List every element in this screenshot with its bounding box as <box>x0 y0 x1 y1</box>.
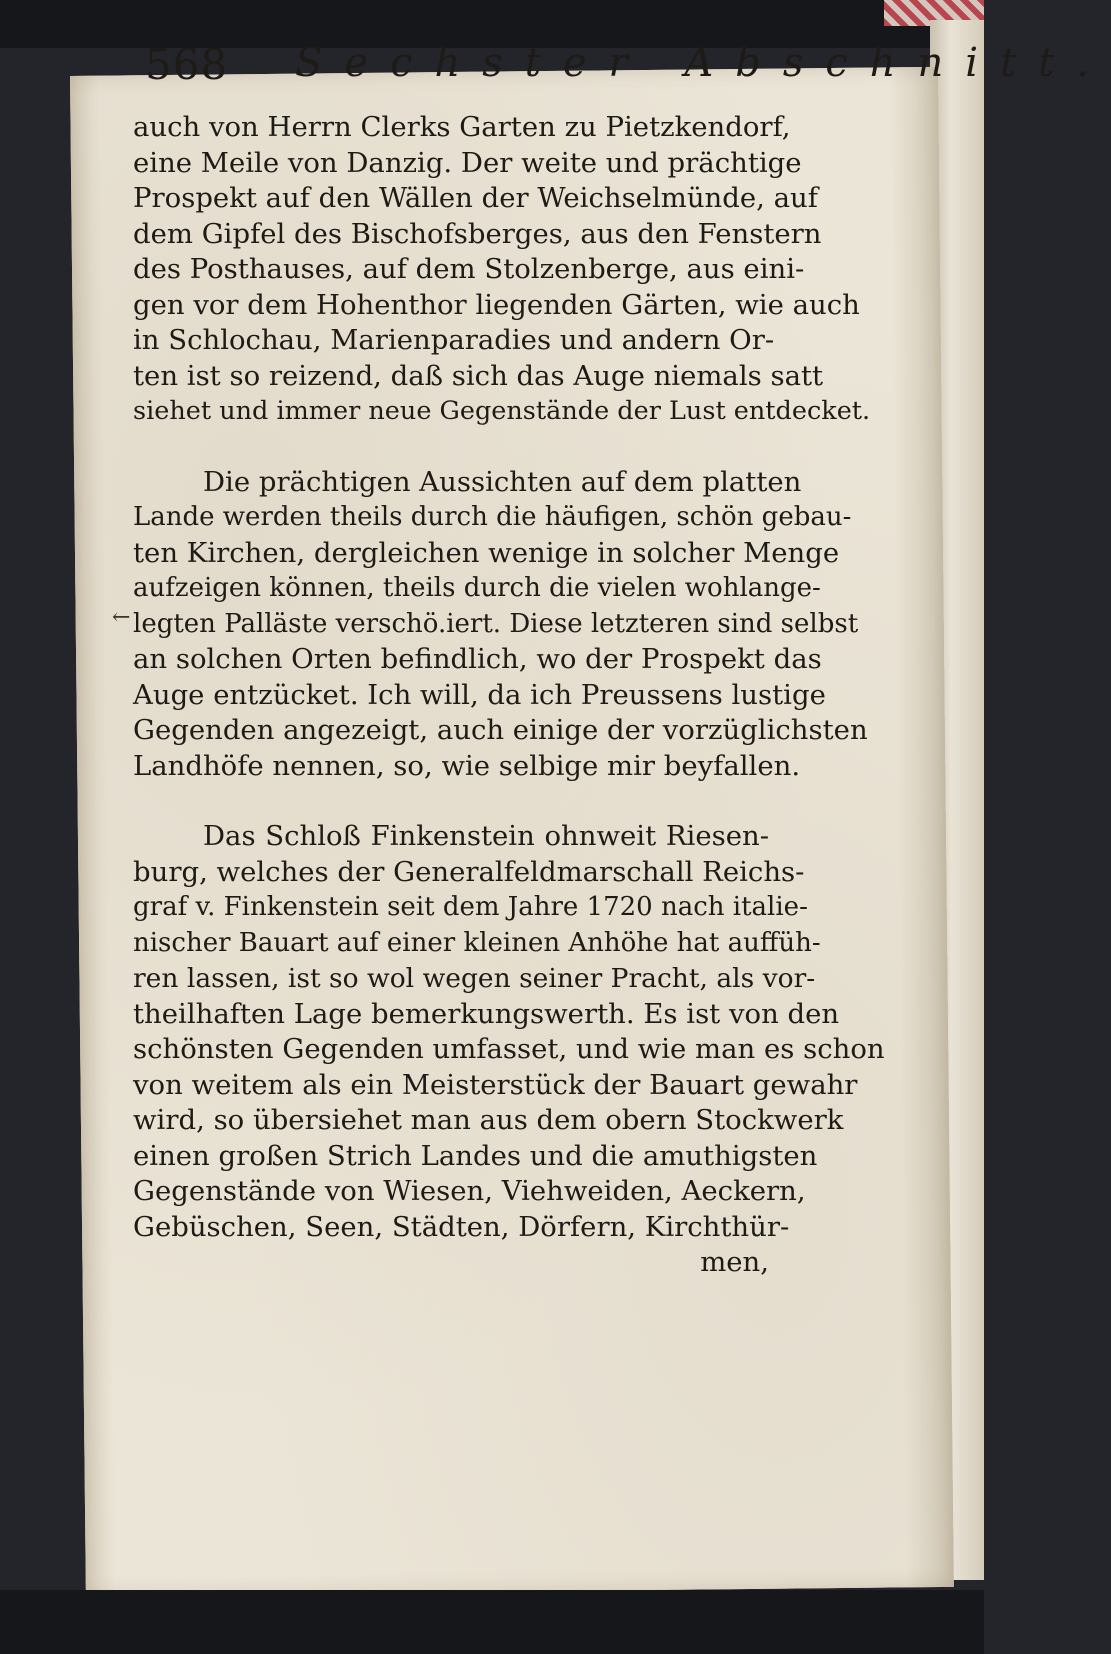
text-line: siehet und immer neue Gegenstände der Lust entdecket. <box>133 396 871 426</box>
text-line: theilhaften Lage bemerkungswerth. Es ist von den <box>133 997 840 1030</box>
paragraph-3 <box>133 819 885 1281</box>
text-line: schönsten Gegenden umfasset, und wie man es schon <box>133 1033 885 1065</box>
text-line: Gegenden angezeigt, auch einige der vorzüglichsten <box>133 714 868 746</box>
paragraph-2 <box>133 465 868 785</box>
text-line: Gebüschen, Seen, Städten, Dörfern, Kirchthür- <box>133 1210 790 1243</box>
text-line: von weitem als ein Meisterstück der Bauart gewahr <box>133 1068 858 1101</box>
text-line: ten ist so reizend, daß sich das Auge niemals satt <box>133 359 824 392</box>
catchword: men, <box>700 1246 769 1278</box>
text-line: aufzeigen können, theils durch die vielen wohlange- <box>133 573 821 603</box>
page-body <box>133 110 885 1281</box>
paragraph-spacer <box>133 430 833 465</box>
text-line: burg, welches der Generalfeldmarschall Reichs- <box>133 855 805 888</box>
text-line: graf v. Finkenstein seit dem Jahre 1720 nach italie- <box>133 892 808 922</box>
text-line: Gegenstände von Wiesen, Viehweiden, Aeckern, <box>133 1175 806 1207</box>
text-line: legten Palläste verschö.iert. Diese letzteren sind selbst <box>133 608 859 639</box>
text-line: nischer Bauart auf einer kleinen Anhöhe hat auffüh- <box>133 927 821 958</box>
text-line: ten Kirchen, dergleichen wenige in solcher Menge <box>133 536 840 569</box>
text-line: an solchen Orten befindlich, wo der Prospekt das <box>133 643 822 675</box>
text-line: Prospekt auf den Wällen der Weichselmünde, auf <box>133 182 818 214</box>
text-line: auch von Herrn Clerks Garten zu Pietzkendorf, <box>133 111 791 143</box>
text-line: einen großen Strich Landes und die amuthigsten <box>133 1139 818 1172</box>
margin-arrow-mark: ← <box>112 605 131 630</box>
paragraph-1 <box>133 110 871 430</box>
text-line: des Posthauses, auf dem Stolzenberge, aus eini- <box>133 253 805 285</box>
text-line: Lande werden theils durch die häufigen, schön gebau- <box>133 502 852 532</box>
paragraph-spacer <box>133 784 833 819</box>
text-line: dem Gipfel des Bischofsberges, aus den Fenstern <box>133 217 822 250</box>
text-line: ren lassen, ist so wol wegen seiner Pracht, als vor- <box>133 963 816 994</box>
text-line: wird, so übersiehet man aus dem obern Stockwerk <box>133 1104 844 1136</box>
page-header <box>145 40 1111 100</box>
text-line: Landhöfe nennen, so, wie selbige mir beyfallen. <box>133 749 801 782</box>
dark-background-bottom <box>0 1590 984 1654</box>
text-line: in Schlochau, Marienparadies und andern Or- <box>133 324 775 356</box>
text-line: Das Schloß Finkenstein ohnweit Riesen- <box>203 820 769 852</box>
text-line: eine Meile von Danzig. Der weite und prächtige <box>133 146 802 179</box>
text-line: gen vor dem Hohenthor liegenden Gärten, wie auch <box>133 288 860 321</box>
text-line: Die prächtigen Aussichten auf dem platten <box>203 465 802 498</box>
page-number: 568 <box>145 40 229 89</box>
text-line: Auge entzücket. Ich will, da ich Preussens lustige <box>133 678 826 711</box>
running-head: Sechster Abschnitt. <box>295 40 1111 86</box>
